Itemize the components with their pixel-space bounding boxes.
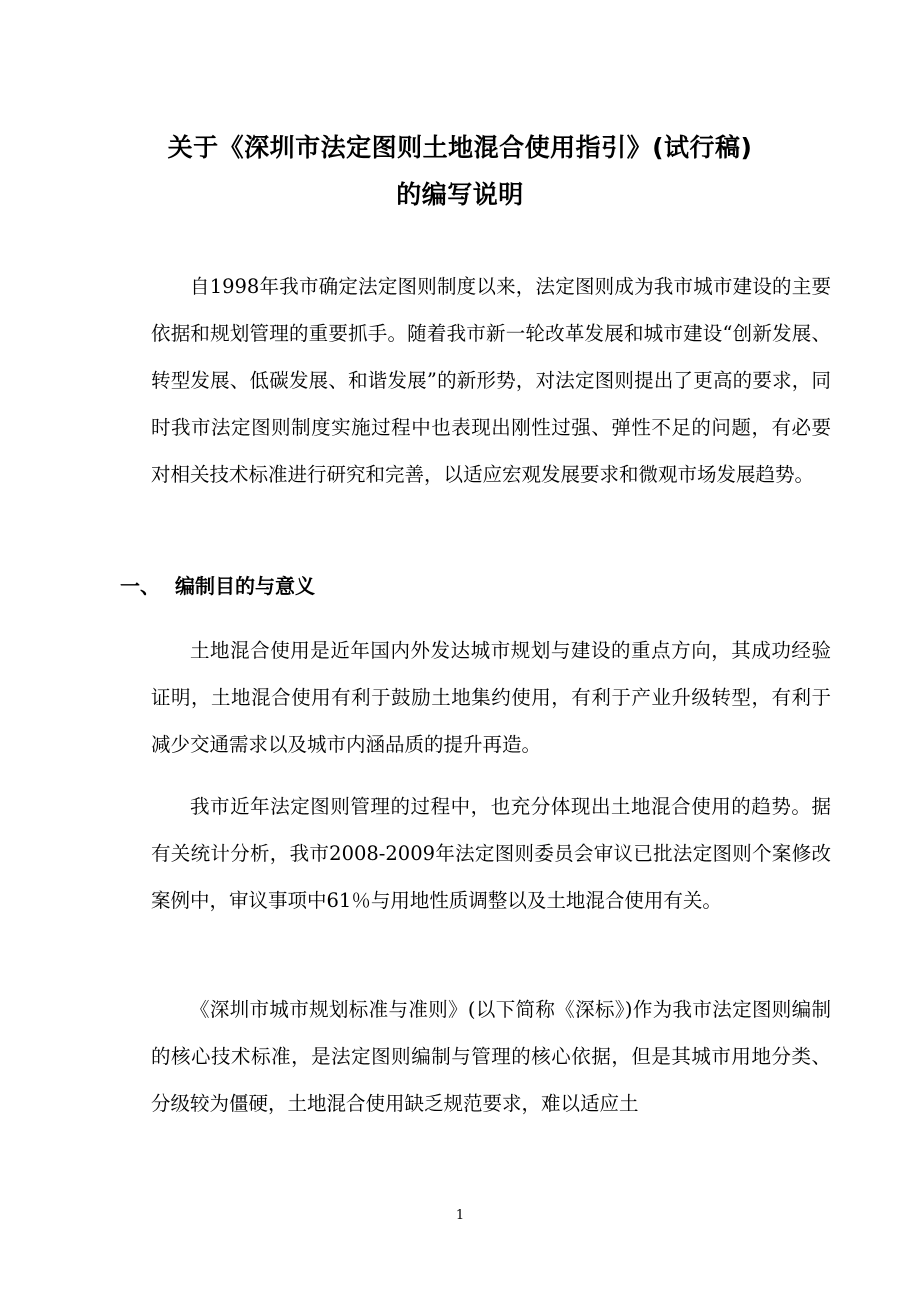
- document-title-line-2: 的编写说明: [396, 180, 524, 209]
- section-title: 编制目的与意义: [175, 574, 315, 598]
- section-paragraph-3: 《深圳市城市规划标准与准则》(以下简称《深标》)作为我市法定图则编制的核心技术标准，是法定图则编制与管理的核心依据，但是其城市用地分类、分级较为僵硬，土地混合使用缺乏规范要求，难以适应土: [151, 998, 831, 1115]
- intro-paragraph: 自1998年我市确定法定图则制度以来，法定图则成为我市城市建设的主要依据和规划管理的重要抓手。随着我市新一轮改革发展和城市建设“创新发展、转型发展、低碳发展、和谐发展”的新形势，对法定图则提出了更高的要求，同时我市法定图则制度实施过程中也表现出刚性过强、弹性不足的问题，有必要对相关技术标准进行研究和完善，以适应宏观发展要求和微观市场发展趋势。: [151, 275, 831, 486]
- section-paragraph-1: 土地混合使用是近年国内外发达城市规划与建设的重点方向，其成功经验证明，土地混合使用有利于鼓励土地集约使用，有利于产业升级转型，有利于减少交通需求以及城市内涵品质的提升再造。: [151, 639, 831, 756]
- section-number: 一、: [120, 574, 160, 598]
- section-heading: [120, 570, 315, 599]
- document-title-line-1: 关于《深圳市法定图则土地混合使用指引》(试行稿): [167, 133, 753, 162]
- page-number: 1: [455, 1208, 465, 1223]
- section-paragraph-2: 我市近年法定图则管理的过程中，也充分体现出土地混合使用的趋势。据有关统计分析，我市2008-2009年法定图则委员会审议已批法定图则个案修改案例中，审议事项中61％与用地性质调整以及土地混合使用有关。: [151, 795, 831, 912]
